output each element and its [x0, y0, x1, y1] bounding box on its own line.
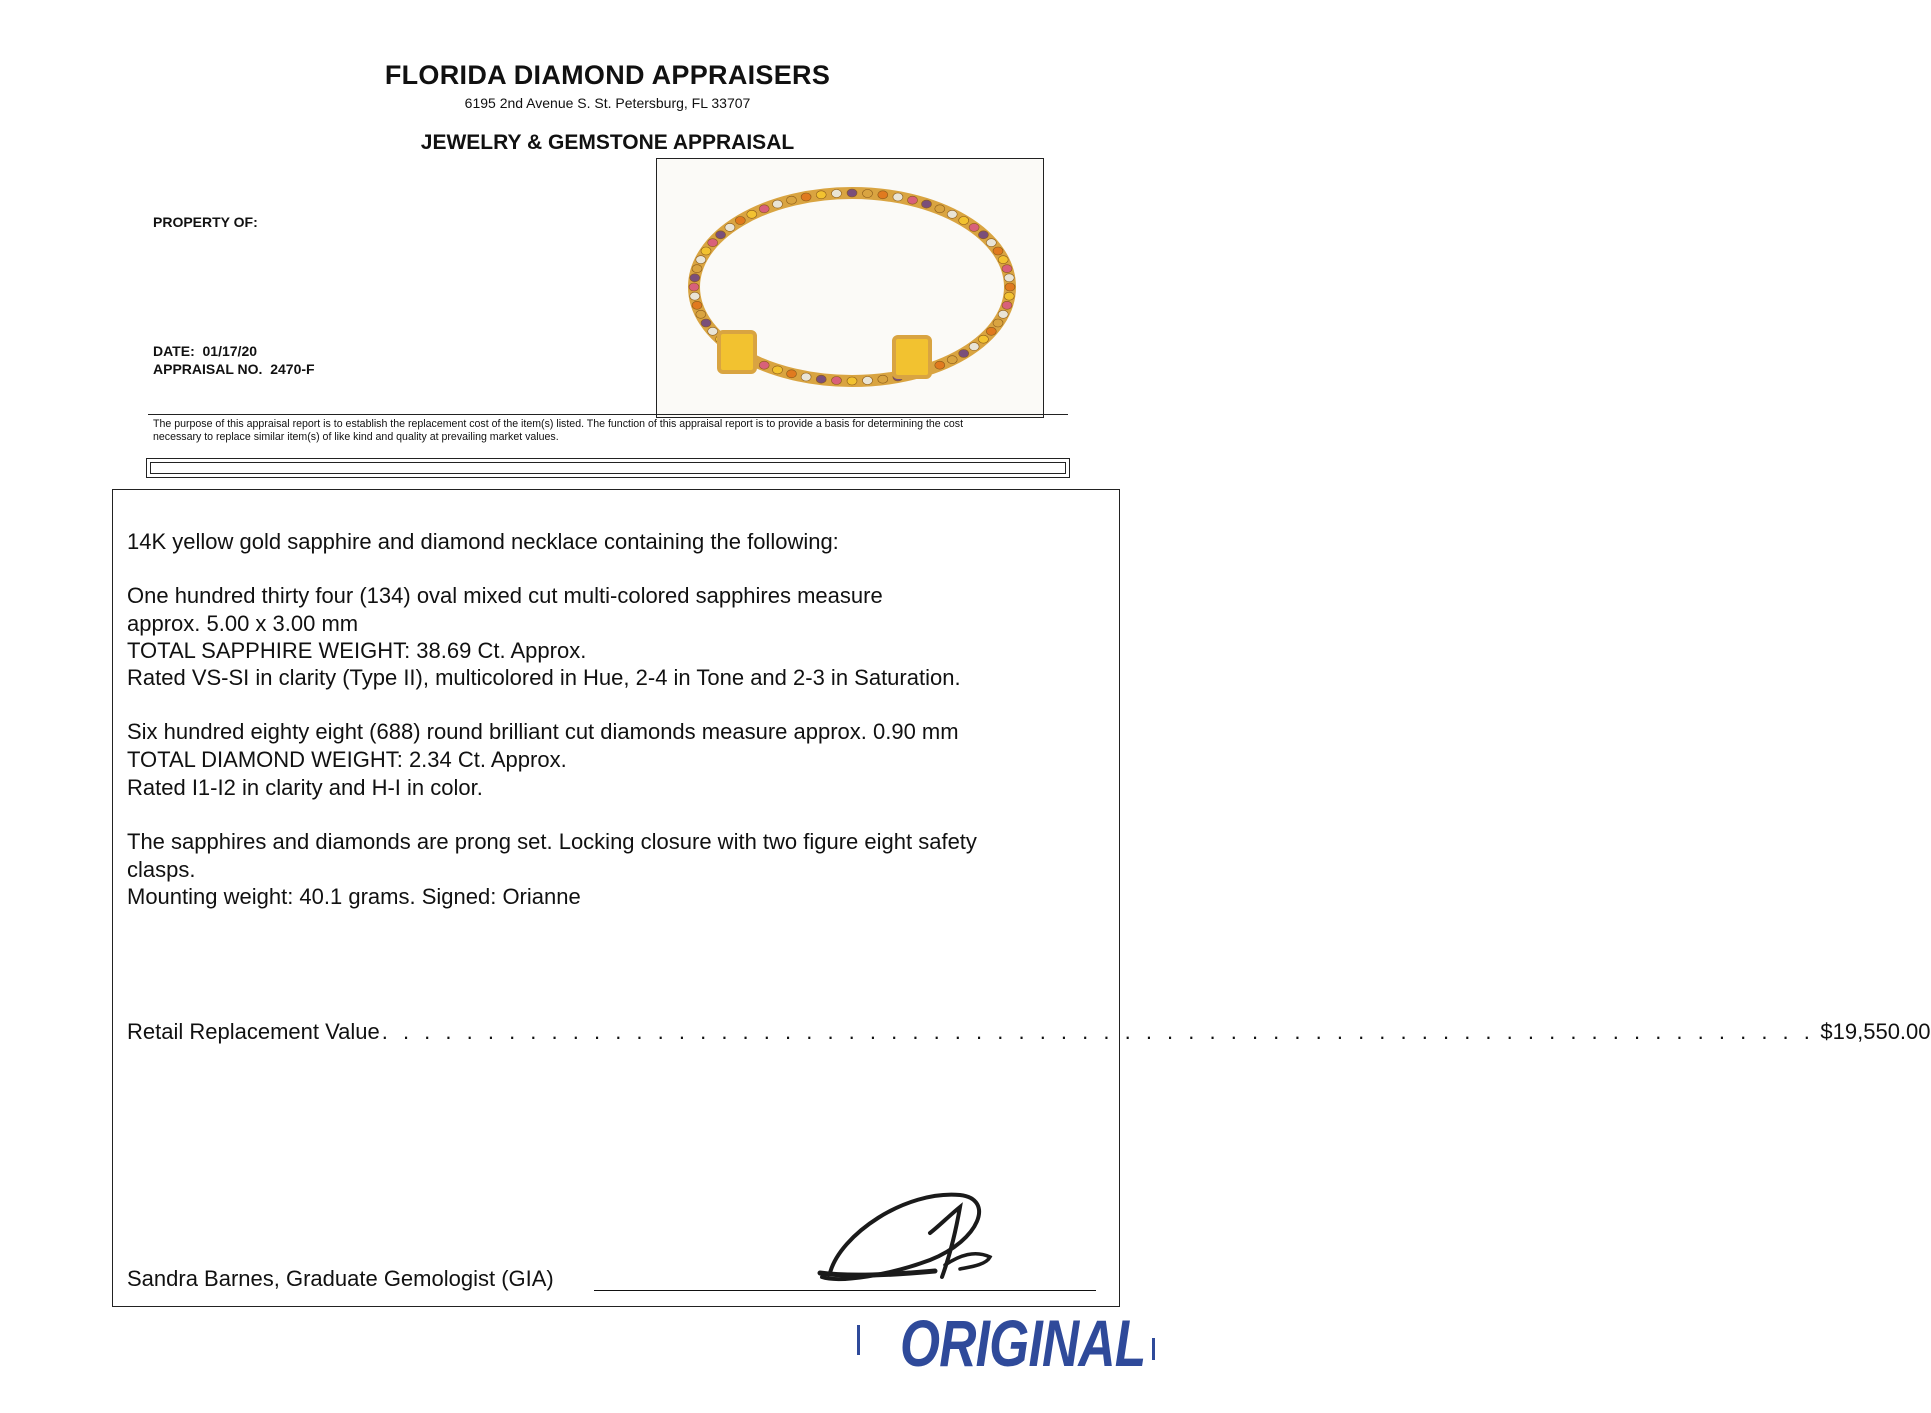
sapphire-line-1: One hundred thirty four (134) oval mixed cut multi-colored sapphires measure: [127, 583, 883, 608]
appraisal-number-value: 2470-F: [270, 361, 315, 377]
necklace-stone: [801, 193, 811, 201]
necklace-stone: [1002, 265, 1012, 273]
necklace-stone: [993, 319, 1003, 327]
disclaimer: [153, 418, 1068, 444]
property-of-label: PROPERTY OF:: [153, 214, 258, 230]
necklace-stone: [692, 301, 702, 309]
necklace-stone: [998, 310, 1008, 318]
necklace-stone: [893, 193, 903, 201]
date-value: 01/17/20: [202, 343, 258, 359]
necklace-stone: [959, 350, 969, 358]
necklace-stone: [708, 327, 718, 335]
necklace-stone: [978, 335, 988, 343]
handwritten-signature: [810, 1185, 1010, 1295]
necklace-stone: [773, 366, 783, 374]
necklace-stone: [908, 196, 918, 204]
item-intro: 14K yellow gold sapphire and diamond necklace containing the following:: [127, 529, 839, 554]
necklace-stone: [701, 319, 711, 327]
replacement-value-label: Retail Replacement Value: [127, 1019, 380, 1044]
date-row: [153, 343, 257, 359]
necklace-stone: [692, 265, 702, 273]
necklace-stone: [747, 210, 757, 218]
necklace-stone: [847, 377, 857, 385]
necklace-stone: [759, 361, 769, 369]
diamond-weight: TOTAL DIAMOND WEIGHT: 2.34 Ct. Approx.: [127, 747, 567, 772]
diamond-rating: Rated I1-I2 in clarity and H-I in color.: [127, 775, 483, 800]
date-label: DATE:: [153, 343, 195, 359]
necklace-stone: [959, 217, 969, 225]
leader-dots: . . . . . . . . . . . . . . . . . . . . . . . . . . . . . . . . . . . . . . . . . . . . . . . . . . . . . . . . . . . . . . . . . . . .: [381, 1019, 1815, 1044]
replacement-value-row: [127, 1019, 1931, 1045]
original-stamp: ORIGINAL: [900, 1306, 1146, 1380]
appraisal-number-row: [153, 361, 315, 377]
necklace-stone: [701, 247, 711, 255]
necklace-stone: [1004, 292, 1014, 300]
appraiser-name: Sandra Barnes, Graduate Gemologist (GIA): [127, 1266, 554, 1291]
necklace-stone: [922, 200, 932, 208]
necklace-stone: [759, 205, 769, 213]
necklace-stone: [986, 327, 996, 335]
disclaimer-line-2: necessary to replace similar item(s) of like kind and quality at prevailing market values.: [153, 431, 559, 443]
disclaimer-line-1: The purpose of this appraisal report is to establish the replacement cost of the item(s) listed. The function of this appraisal report is to provide a basis for determining the cost: [153, 418, 964, 430]
necklace-stone: [1004, 274, 1014, 282]
necklace-stone: [689, 283, 699, 291]
divider-bar: [146, 458, 1070, 478]
document-title: JEWELRY & GEMSTONE APPRAISAL: [420, 131, 795, 154]
necklace-stone: [863, 190, 873, 198]
necklace-stone: [816, 191, 826, 199]
necklace-stone: [690, 292, 700, 300]
necklace-stone: [735, 217, 745, 225]
sapphire-rating: Rated VS-SI in clarity (Type II), multicolored in Hue, 2-4 in Tone and 2-3 in Saturation.: [127, 665, 961, 690]
diamond-line-1: Six hundred eighty eight (688) round brilliant cut diamonds measure approx. 0.90 mm: [127, 719, 959, 744]
necklace-stone: [935, 205, 945, 213]
necklace-stone: [947, 356, 957, 364]
necklace-stone: [690, 274, 700, 282]
necklace-stone: [832, 190, 842, 198]
necklace-stone: [863, 377, 873, 385]
necklace-stone: [773, 200, 783, 208]
necklace-stone: [935, 361, 945, 369]
necklace-image: [657, 159, 1043, 417]
item-photo: [656, 158, 1044, 418]
necklace-pendant-plaque: [719, 332, 755, 372]
necklace-stone: [947, 210, 957, 218]
necklace-stone: [708, 239, 718, 247]
stamp-mark-left: [857, 1325, 860, 1355]
necklace-stone: [878, 375, 888, 383]
necklace-stone: [1002, 301, 1012, 309]
appraisal-number-label: APPRAISAL NO.: [153, 361, 263, 377]
necklace-stone: [1005, 283, 1015, 291]
necklace-stone: [969, 223, 979, 231]
header-rule: [148, 414, 1068, 415]
setting-line-1: The sapphires and diamonds are prong set. Locking closure with two figure eight safety: [127, 829, 977, 854]
necklace-stone: [969, 343, 979, 351]
necklace-stone: [725, 223, 735, 231]
necklace-stone: [696, 256, 706, 264]
necklace-stone: [998, 256, 1008, 264]
necklace-stone: [847, 189, 857, 197]
mounting-weight: Mounting weight: 40.1 grams. Signed: Orianne: [127, 884, 581, 909]
setting-line-2: clasps.: [127, 857, 196, 882]
necklace-stone: [696, 310, 706, 318]
necklace-stone: [986, 239, 996, 247]
company-address: 6195 2nd Avenue S. St. Petersburg, FL 33707: [464, 95, 751, 111]
necklace-stone: [801, 373, 811, 381]
company-name: FLORIDA DIAMOND APPRAISERS: [384, 60, 831, 90]
necklace-stone: [832, 377, 842, 385]
necklace-stone: [787, 370, 797, 378]
necklace-stone: [716, 231, 726, 239]
necklace-pendant-plaque: [894, 337, 930, 377]
necklace-stone: [993, 247, 1003, 255]
sapphire-weight: TOTAL SAPPHIRE WEIGHT: 38.69 Ct. Approx.: [127, 638, 587, 663]
sapphire-line-2: approx. 5.00 x 3.00 mm: [127, 611, 359, 636]
necklace-stone: [978, 231, 988, 239]
necklace-stone: [878, 191, 888, 199]
stamp-mark-right: [1152, 1338, 1155, 1360]
replacement-value-amount: $19,550.00: [1820, 1019, 1931, 1044]
necklace-stone: [816, 375, 826, 383]
necklace-stone: [787, 196, 797, 204]
